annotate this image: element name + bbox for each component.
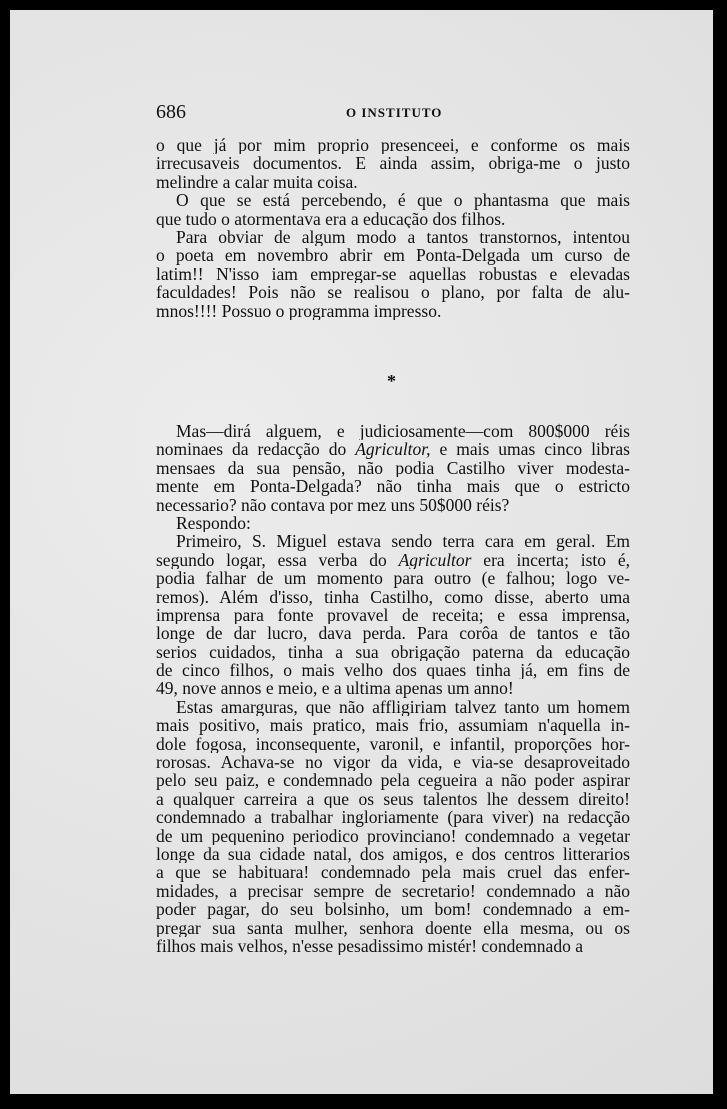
text-block-2 [156, 422, 630, 955]
text-line: mnos!!!! Possuo o programma impresso. [156, 301, 442, 320]
text-line: midades, a precisar sempre de secretario! condemnado a não [156, 881, 630, 901]
section-separator: * [387, 371, 396, 391]
page-header [156, 101, 630, 127]
running-title: O INSTITUTO [346, 105, 443, 120]
text-line: longe de dar lucro, dava perda. Para corôa de tantos e tão [156, 624, 630, 643]
text-line: podia falhar de um momento para outro (e falhou; logo ve- [156, 569, 630, 588]
text-line: faculdades! Pois não se realisou o plano, por falta de alu- [156, 283, 630, 302]
text-line: filhos mais velhos, n'esse pesadissimo mistér! condemnado a [156, 936, 583, 956]
text-line: latim!! N'isso iam empregar-se aquellas robustas e elevadas [156, 264, 630, 284]
text-line: condemnado a trabalhar ingloriamente (para viver) na redacção [156, 808, 630, 827]
text-line: Primeiro, S. Miguel estava sendo terra cara em geral. Em [176, 532, 630, 551]
text-line: imprensa para fonte provavel de receita; e essa imprensa, [156, 605, 630, 625]
text-line: segundo logar, essa verba do Agricultor era incerta; isto é, [156, 550, 630, 570]
text-line: a que se habituara! condemnado pela mais cruel das enfer- [156, 863, 630, 882]
text-line: serios cuidados, tinha a sua obrigação paterna da educação [156, 642, 630, 662]
text-line: O que se está percebendo, é que o phantasma que mais [176, 191, 630, 210]
text-line: pelo seu paiz, e condemnado pela cegueira a não poder aspirar [156, 771, 630, 790]
text-line: de cinco filhos, o mais velho dos quaes tinha já, em fins de [156, 661, 630, 680]
text-line: rorosas. Achava-se no vigor da vida, e via-se desaproveitado [156, 753, 630, 772]
book-page [10, 10, 713, 1094]
page-number: 686 [156, 101, 186, 123]
text-line: a qualquer carreira a que os seus talentos lhe dessem direito! [156, 789, 630, 809]
text-line: Estas amarguras, que não affligiriam talvez tanto um homem [176, 697, 630, 717]
text-line: dole fogosa, inconsequente, varonil, e infantil, proporções hor- [156, 734, 630, 754]
text-line: mensaes da sua pensão, não podia Castilho viver modesta- [156, 458, 630, 478]
text-line: pregar sua santa mulher, senhora doente ella mesma, ou os [156, 918, 630, 937]
text-line: 49, nove annos e meio, e a ultima apenas um anno! [156, 679, 514, 698]
text-line: Mas—dirá alguem, e judiciosamente—com 800$000 réis [176, 422, 630, 441]
text-block-1 [156, 136, 630, 320]
text-line: irrecusaveis documentos. E ainda assim, obriga-me o justo [156, 154, 630, 173]
text-line: melindre a calar muita coisa. [156, 172, 358, 192]
text-line: necessario? não contava por mez uns 50$000 réis? [156, 495, 510, 514]
text-line: Respondo: [176, 513, 251, 533]
text-line: de um pequenino periodico provinciano! condemnado a vegetar [156, 826, 630, 845]
text-line: que tudo o atormentava era a educação dos filhos. [156, 209, 506, 228]
text-line: longe da sua cidade natal, dos amigos, e dos centros litterarios [156, 844, 630, 864]
text-line: mente em Ponta-Delgada? não tinha mais que o estricto [156, 477, 630, 496]
text-line: o poeta em novembro abrir em Ponta-Delgada um curso de [156, 246, 630, 265]
text-line: mais positivo, mais pratico, mais frio, assumiam n'aquella in- [156, 716, 630, 735]
text-line: remos). Além d'isso, tinha Castilho, como disse, aberto uma [156, 587, 630, 606]
text-line: o que já por mim proprio presenceei, e conforme os mais [156, 136, 630, 155]
text-line: nominaes da redacção do Agricultor, e mais umas cinco libras [156, 440, 630, 459]
text-line: poder pagar, do seu bolsinho, um bom! condemnado a em- [156, 900, 630, 919]
text-line: Para obviar de algum modo a tantos transtornos, intentou [176, 227, 630, 247]
